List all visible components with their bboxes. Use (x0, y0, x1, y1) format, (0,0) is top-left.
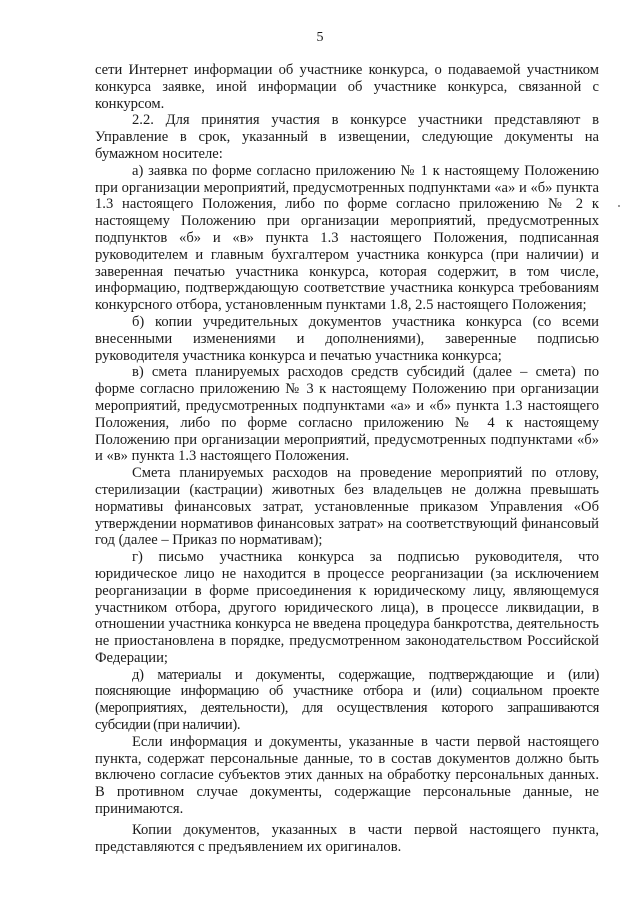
paragraph-copies: Копии документов, указанных в части первой настоящего пункта, представляются с предъявлением их оригиналов. (95, 821, 599, 855)
paragraph-smeta: Смета планируемых расходов на проведение мероприятий по отлову, стерилизации (кастрации) животных без владельцев не должна превышать нормативы финансовых затрат, установленные приказом Управления «Об утверждении нормативов финансовых затрат» на соответствующий финансовый год (далее – Приказ по нормативам); (95, 465, 599, 549)
paragraph-item-g: г) письмо участника конкурса за подписью руководителя, что юридическое лицо не находится в процессе реорганизации (за исключением реорганизации в форме присоединения к юридическому лицу, являющемуся участником отбора, другого юридического лица), в процессе ликвидации, в отношении участника конкурса не введена процедура банкротства, деятельность не приостановлена в порядке, предусмотренном законодательством Российской Федерации; (95, 549, 599, 666)
paragraph-item-a: а) заявка по форме согласно приложению № 1 к настоящему Положению при организации мероприятий, предусмотренных подпунктами «а» и «б» пункта 1.3 настоящего Положения, либо по форме согласно приложению № 2 к настоящему Положению при организации мероприятий, предусмотренных подпунктов «б» и «в» пункта 1.3 настоящего Положения, подписанная руководителем и главным бухгалтером участника конкурса (при наличии) и заверенная печатью участника конкурса, которая содержит, в том числе, информацию, подтверждающую соответствие участника конкурса требованиям конкурсного отбора, установленным пунктами 1.8, 2.5 настоящего Положения; (95, 162, 599, 314)
paragraph-item-d: д) материалы и документы, содержащие, подтверждающие и (или) поясняющие информацию об участнике отбора и (или) социальном проекте (мероприятиях, деятельности), для осуществления которого запрашиваются субсидии (при наличии). (95, 666, 599, 734)
margin-mark (618, 205, 620, 207)
page-number: 5 (316, 30, 324, 45)
paragraph-2-2: 2.2. Для принятия участия в конкурсе участники представляют в Управление в срок, указанный в извещении, следующие документы на бумажном носителе: (95, 112, 599, 162)
paragraph-item-b: б) копии учредительных документов участника конкурса (со всеми внесенными изменениями и дополнениями), заверенные подписью руководителя участника конкурса и печатью участника конкурса; (95, 313, 599, 364)
paragraph-item-v: в) смета планируемых расходов средств субсидий (далее – смета) по форме согласно приложению № 3 к настоящему Положению при организации мероприятий, предусмотренных подпунктами «а» и «б» пункта 1.3 настоящего Положения, либо по форме согласно приложению № 4 к настоящему Положению при организации мероприятий, предусмотренных подпунктами «б» и «в» пункта 1.3 настоящего Положения. (95, 364, 599, 465)
paragraph-continuation: сети Интернет информации об участнике конкурса, о подаваемой участником конкурса заявке, иной информации об участнике конкурса, связанной с конкурсом. (95, 62, 599, 112)
paragraph-personal-data: Если информация и документы, указанные в части первой настоящего пункта, содержат персональные данные, то в состав документов должно быть включено согласие субъектов этих данных на обработку персональных данных. В противном случае документы, содержащие персональные данные, не принимаются. (95, 733, 599, 818)
document-body (95, 62, 599, 855)
